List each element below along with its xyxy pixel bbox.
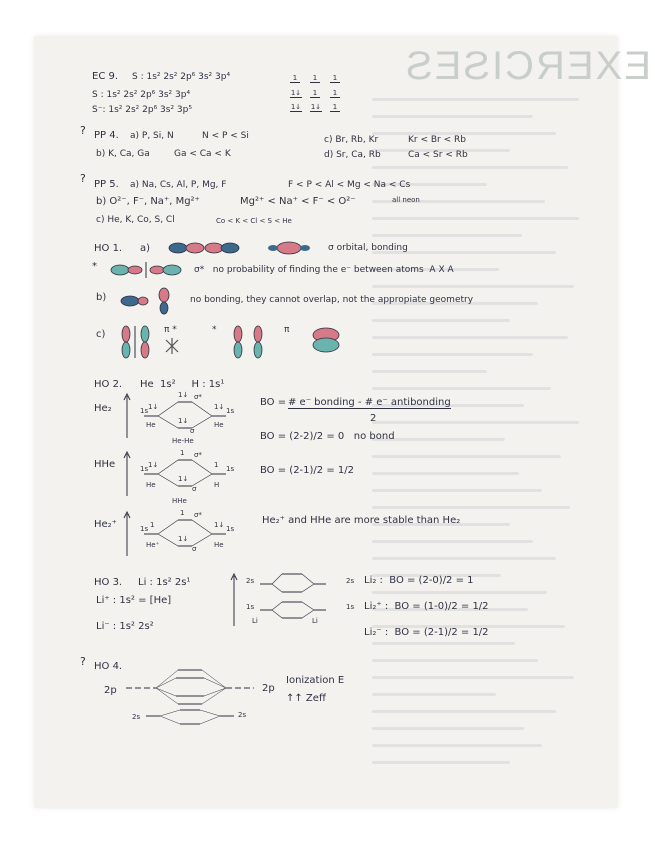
pp4-b-answer: Ga < Ca < K [174,149,231,159]
li2-2s-left: 2s [246,577,255,585]
hhe-1s-left: 1s [140,465,149,473]
ec9-box: 1 [330,75,340,83]
hhe-mo-diagram [124,450,254,500]
bo-li2-plus: Li₂⁺ : BO = (1-0)/2 = 1/2 [364,601,489,612]
ho4-zeff: ↑↑ Zeff [286,693,326,704]
pp5-b: b) O²⁻, F⁻, Na⁺, Mg²⁺ [96,196,200,207]
bo-hhe: BO = (2-1)/2 = 1/2 [260,465,354,476]
pp4-c: c) Br, Rb, Kr [324,135,379,145]
pp5-question-mark: ? [80,172,86,185]
he2plus-1s-right: 1s [226,525,235,533]
bo-formula-numerator: # e⁻ bonding - # e⁻ antibonding [288,397,451,408]
ho2-he2plus-label: He₂⁺ [94,519,117,530]
he2-sigma: σ [190,427,195,435]
ho1-c-pi: π [284,325,290,335]
ho1-b-text: no bonding, they cannot overlap, not the appropiate geometry [190,295,474,305]
li2-1s-left: 1s [246,603,255,611]
li2-atom-right: Li [312,617,318,625]
he2-atom-left: He [146,421,156,429]
he2plus-mo-diagram [124,510,254,560]
ho2-he2-label: He₂ [94,403,112,414]
he2plus-bonding-electrons: 1↓ [178,535,189,543]
he2-he-he: He-He [172,437,194,445]
pp4-a-answer: N < P < Si [202,131,249,141]
hhe-sigma-star: σ* [194,451,202,459]
ho4-label: HO 4. [94,661,123,672]
pp4-c-answer: Kr < Br < Rb [408,135,466,145]
pp4-a: a) P, Si, N [130,131,174,141]
bo-formula-denominator: 2 [370,413,377,424]
sigma-antibonding-orbital-icon [110,262,182,278]
pp5-c: c) He, K, Co, S, Cl [96,215,175,225]
ec9-label: EC 9. [92,71,119,82]
he2-electrons-right: 1↓ [214,403,225,411]
ec9-box: 1 [330,90,340,98]
bo-formula-left: BO = [260,397,287,408]
ho1-a2-text: σ* no probability of finding the e⁻ between atoms A X A [194,265,454,275]
ho1-c: c) [96,329,106,340]
hhe-bonding-electrons: 1↓ [178,475,189,483]
ho3-li-minus: Li⁻ : 1s² 2s² [96,621,154,632]
ho1-label: HO 1. [94,243,123,254]
hhe-electrons-left: 1↓ [148,461,159,469]
ho1-a-text: σ orbital, bonding [328,243,408,253]
pp5-c-answer: Co < K < Cl < S < He [216,217,292,225]
li2-1s-right: 1s [346,603,355,611]
ec9-box: 1↓ [290,103,302,111]
ec9-box: 1 [330,104,340,112]
ec9-box: 1 [290,75,300,83]
he2plus-sigma: σ [192,545,197,553]
he2plus-sigma-star: σ* [194,511,202,519]
ec9-line3: S⁻: 1s² 2s² 2p⁶ 3s² 3p⁵ [92,105,192,115]
hhe-atom-he: He [146,481,156,489]
page-title: EXERCISES [404,44,651,88]
pp5-b-answer: Mg²⁺ < Na⁺ < F⁻ < O²⁻ [240,196,356,207]
he2-1s-left: 1s [140,407,149,415]
sigma-bonding-orbital-icon [168,240,240,256]
ho4-2p-right: 2p [262,683,275,694]
ho4-question-mark: ? [80,655,86,668]
hhe-electron-right: 1 [214,461,219,469]
he2-atom-right: He [214,421,224,429]
he2plus-atom-left: He⁺ [146,541,160,549]
ho1-c-star: * [212,325,217,335]
ho2-label: HO 2. [94,379,123,390]
second-period-mo-diagram [126,668,256,730]
he2plus-antibonding-electron: 1 [180,509,185,517]
ho1-b: b) [96,292,107,303]
li2-atom-left: Li [252,617,258,625]
ec9-box: 1 [310,90,320,98]
ho2-hhe-label: HHe [94,459,116,470]
p-s-no-overlap-icon [120,288,180,314]
hhe-1s-right: 1s [226,465,235,473]
ho3-li-plus: Li⁺ : 1s² = [He] [96,595,172,606]
pp4-d-answer: Ca < Sr < Rb [408,150,468,160]
he2plus-1s-left: 1s [140,525,149,533]
hhe-molecule: HHe [172,497,187,505]
pp4-b: b) K, Ca, Ga [96,149,150,159]
ec9-box: 1↓ [290,89,302,97]
ho3-li: Li : 1s² 2s¹ [138,577,191,588]
ec9-box: 1↓ [310,103,322,111]
he2plus-electron-left: 1 [150,521,155,529]
ho1-c-pi-star: π * [164,325,177,335]
ho2-stability-note: He₂⁺ and HHe are more stable than He₂ [262,515,461,526]
ec9-box: 1 [310,75,320,83]
ho4-2s-left: 2s [132,713,141,721]
he2-sigma-star: σ* [194,393,202,401]
hhe-atom-h: H [214,481,220,489]
pp5-a-answer: F < P < Al < Mg < Na < Cs [288,180,411,190]
ec9-line1: S : 1s² 2s² 2p⁶ 3s² 3p⁴ [132,72,231,82]
pp5-label: PP 5. [94,179,119,190]
ho4-ionization: Ionization E [286,675,345,686]
pi-bonding-orbital-icon [118,326,158,358]
bo-he2: BO = (2-2)/2 = 0 no bond [260,431,395,442]
bo-li2-minus: Li₂⁻ : BO = (2-1)/2 = 1/2 [364,627,489,638]
he2-antibonding-electrons: 1↓ [178,391,189,399]
li2-2s-right: 2s [346,577,355,585]
ho4-2s-right: 2s [238,711,247,719]
pp4-label: PP 4. [94,130,119,141]
ho1-antibonding-mark: * [92,261,97,272]
ho4-2p-left: 2p [104,685,117,696]
pi-star-sketch-icon [164,338,180,354]
pp5-b-note: all neon [392,196,420,204]
he2plus-atom-right: He [214,541,224,549]
he2-bonding-electrons: 1↓ [178,417,189,425]
he2-1s-right: 1s [226,407,235,415]
ec9-line2: S : 1s² 2s² 2p⁶ 3s² 3p⁴ [92,90,191,100]
ho2-config: He 1s² H : 1s¹ [140,379,225,390]
pi-orbital-pair-icon [228,326,268,358]
ho3-label: HO 3. [94,577,123,588]
he2-mo-diagram [124,392,254,442]
pi-combined-orbital-icon [310,328,342,352]
ho1-a: a) [140,243,151,254]
sigma-combined-orbital-icon [268,240,310,256]
he2-electrons-left: 1↓ [148,403,159,411]
bo-li2: Li₂ : BO = (2-0)/2 = 1 [364,575,474,586]
pp5-a: a) Na, Cs, Al, P, Mg, F [130,180,227,190]
hhe-sigma: σ [192,485,197,493]
hhe-antibonding-electron: 1 [180,449,185,457]
pp4-d: d) Sr, Ca, Rb [324,150,381,160]
pp4-question-mark: ? [80,124,86,137]
he2plus-electrons-right: 1↓ [214,521,225,529]
